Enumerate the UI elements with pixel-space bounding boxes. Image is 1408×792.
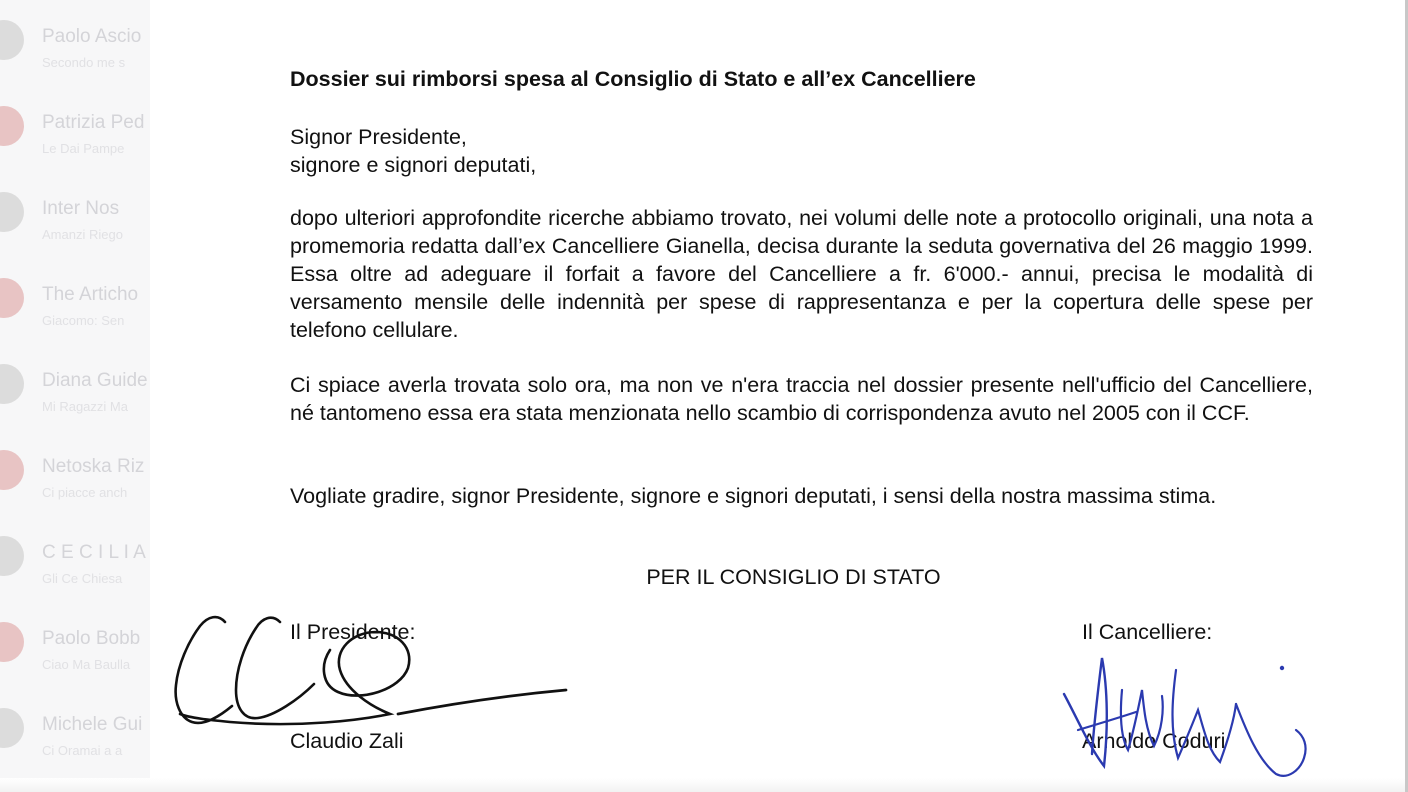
paragraph-2: Ci spiace averla trovata solo ora, ma non ve n'era traccia nel dossier presente nell'ufficio del Cancelliere, né tantomeno essa era stata menzionata nello scambio di corrispondenza avuto nel 2005 con il CCF. bbox=[290, 373, 1313, 425]
chat-preview: Giacomo: Sen bbox=[42, 313, 125, 328]
chat-preview: Mi Ragazzi Ma bbox=[42, 399, 128, 414]
president-name: Claudio Zali bbox=[290, 729, 404, 753]
page-bottom-edge bbox=[0, 778, 1408, 792]
chat-name: Michele Gui bbox=[42, 714, 143, 735]
chat-name: The Articho bbox=[42, 284, 139, 305]
paragraph-1: dopo ulteriori approfondite ricerche abbiamo trovato, nei volumi delle note a protocollo originali, una nota a promemoria redatta dall’ex Cancelliere Gianella, decisa durante la seduta governativa del 26 maggio 1999. Essa oltre ad adeguare il forfait a favore del Cancelliere a fr. 6'000.- annui, precisa le modalità di versamento mensile delle indennità per spese di rappresentanza e per la copertura delle spese per telefono cellulare. bbox=[290, 206, 1313, 342]
letter-title: Dossier sui rimborsi spesa al Consiglio di Stato e all’ex Cancelliere bbox=[290, 67, 976, 91]
chat-preview: Le Dai Pampe bbox=[42, 141, 125, 156]
chat-name: Paolo Ascio bbox=[42, 26, 142, 47]
chat-preview: Ci piacce anch bbox=[42, 485, 128, 500]
paragraph-3: Vogliate gradire, signor Presidente, signore e signori deputati, i sensi della nostra massima stima. bbox=[290, 484, 1217, 508]
chat-preview: Secondo me s bbox=[42, 55, 126, 70]
chat-name: Paolo Bobb bbox=[42, 628, 141, 649]
salutation-line-2: signore e signori deputati, bbox=[290, 153, 537, 177]
chat-name: C E C I L I A bbox=[42, 542, 146, 563]
chat-name: Netoska Riz bbox=[42, 456, 145, 477]
chat-preview: Ciao Ma Baulla bbox=[42, 657, 131, 672]
closing-text: PER IL CONSIGLIO DI STATO bbox=[646, 565, 941, 589]
chancellor-name: Arnoldo Coduri bbox=[1082, 729, 1226, 753]
chancellor-label: Il Cancelliere: bbox=[1082, 620, 1213, 644]
chat-name: Inter Nos bbox=[42, 198, 120, 219]
closing-line bbox=[290, 565, 1313, 590]
salutation-line-1: Signor Presidente, bbox=[290, 125, 467, 149]
chat-name: Diana Guide bbox=[42, 370, 148, 391]
president-label: Il Presidente: bbox=[290, 620, 416, 644]
salutation bbox=[290, 123, 536, 179]
chancellor-signature bbox=[1058, 650, 1318, 782]
chat-preview: Ci Oramai a a bbox=[42, 743, 123, 758]
chat-preview: Amanzi Riego bbox=[42, 227, 123, 242]
chat-name: Patrizia Ped bbox=[42, 112, 145, 133]
chat-preview: Gli Ce Chiesa bbox=[42, 571, 123, 586]
